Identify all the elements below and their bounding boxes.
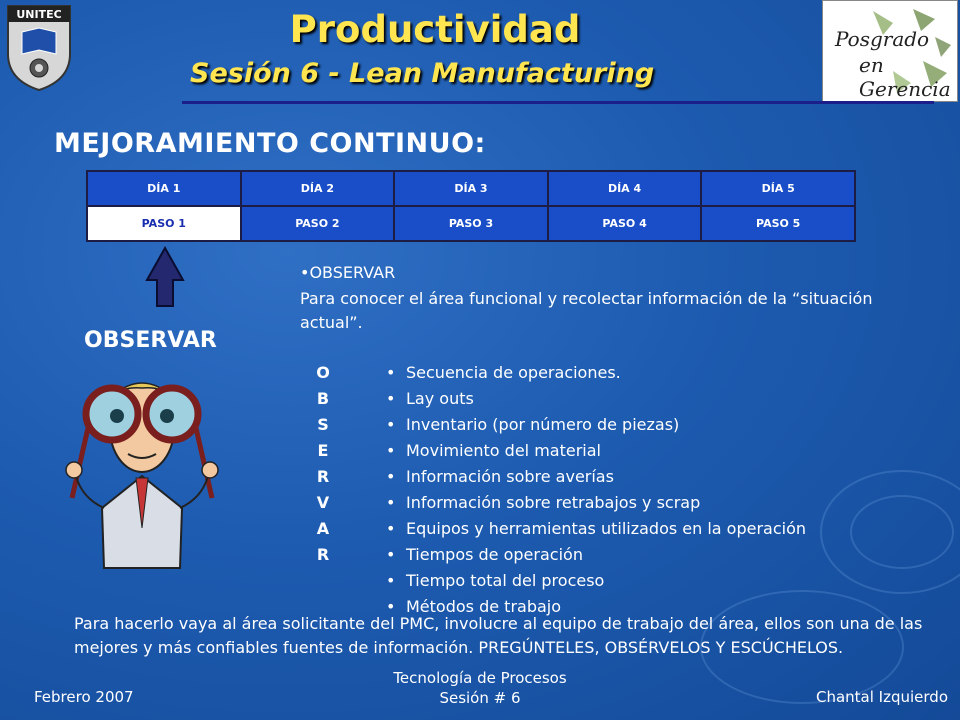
title-divider [182,101,934,104]
step-cell: PASO 4 [548,206,702,241]
acrostic-letter: V [316,493,330,512]
footer-course: Tecnología de Procesos [393,669,567,687]
list-item: • Inventario (por número de piezas) [386,412,806,438]
list-item: • Información sobre retrabajos y scrap [386,490,806,516]
steps-row [87,206,855,241]
footer-date: Febrero 2007 [34,688,134,706]
observer-cartoon-image [62,358,222,578]
day-cell: DÍA 2 [241,171,395,206]
days-row [87,171,855,206]
acrostic-letter: O [316,363,330,382]
observation-list [386,360,806,620]
closing-paragraph: Para hacerlo vaya al área solicitante del PMC, involucre al equipo de trabajo del área, ellos son una de las mejores y más confiables fuentes de información. PREGÚNTELES, OBSÉRVELOS Y ESCÚCHELOS. [74,614,923,657]
list-item: • Tiempos de operación [386,542,806,568]
acrostic-letters [308,360,338,568]
steps-table [86,170,856,242]
footer-session: Sesión # 6 [439,689,521,707]
acrostic-letter: R [316,467,330,486]
observar-description: Para conocer el área funcional y recolectar información de la “situación actual”. [300,289,873,332]
day-cell: DÍA 1 [87,171,241,206]
list-item: • Métodos de trabajo [386,594,806,620]
background-swirl [850,495,954,569]
acrostic-letter: B [316,389,330,408]
day-cell: DÍA 5 [701,171,855,206]
unitec-logo-text: UNITEC [16,8,62,21]
page-title: Productividad [289,8,581,51]
step-cell: PASO 3 [394,206,548,241]
day-cell: DÍA 3 [394,171,548,206]
acrostic-letter: E [317,441,329,460]
list-item: • Secuencia de operaciones. [386,360,806,386]
page-subtitle: Sesión 6 - Lean Manufacturing [190,58,655,89]
observar-label: OBSERVAR [84,328,217,353]
list-item: • Información sobre averías [386,464,806,490]
acrostic-letter: A [316,519,330,538]
step-cell: PASO 5 [701,206,855,241]
acrostic-letter: R [316,545,330,564]
acrostic-letter: S [317,415,329,434]
posgrado-logo-text: Posgrado [835,27,930,51]
section-heading: MEJORAMIENTO CONTINUO: [54,128,486,159]
step-cell-active: PASO 1 [87,206,241,241]
day-cell: DÍA 4 [548,171,702,206]
up-arrow-icon [145,246,185,308]
list-item: • Lay outs [386,386,806,412]
footer-author: Chantal Izquierdo [815,688,948,706]
list-item: • Equipos y herramientas utilizados en la operación [386,516,806,542]
list-item: • Movimiento del material [386,438,806,464]
list-item: • Tiempo total del proceso [386,568,806,594]
observar-heading: •OBSERVAR [300,263,396,282]
step-cell: PASO 2 [241,206,395,241]
posgrado-logo-text: en Gerencia [859,53,951,101]
